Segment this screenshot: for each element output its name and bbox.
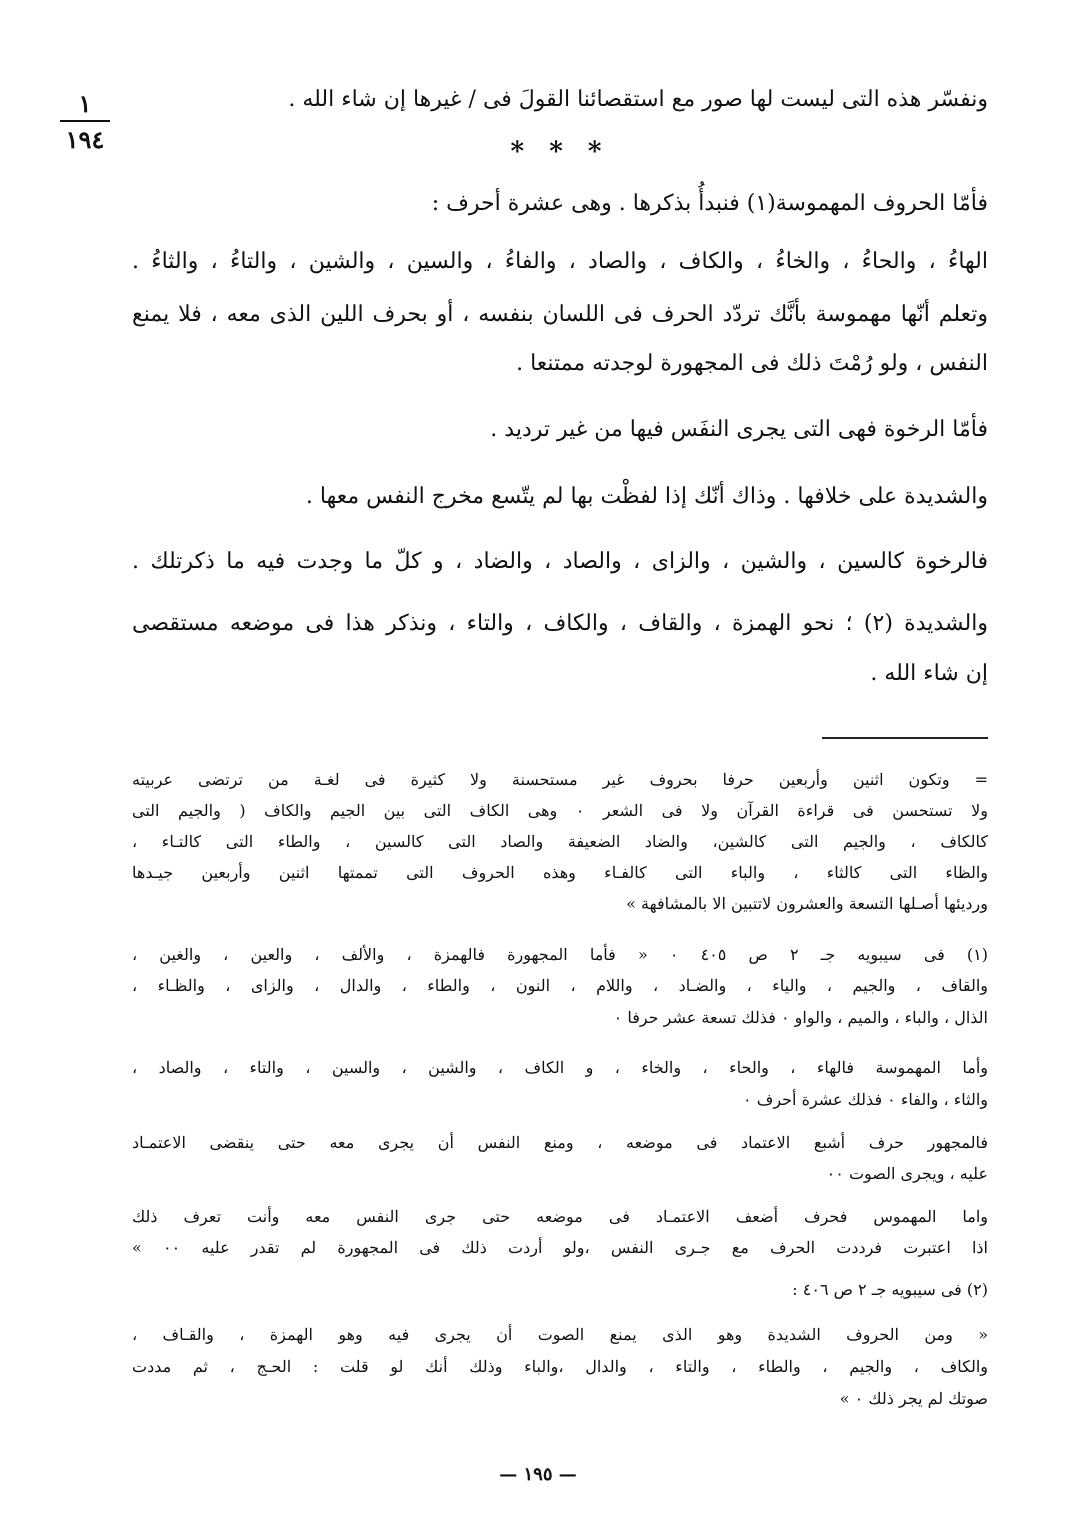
text-line: الهاءُ ، والحاءُ ، والخاءُ ، والكاف ، والصاد ، والفاءُ ، والسين ، والشين ، والتاءُ ، والثاءُ . [132, 249, 988, 274]
footnote-line: والقاف ، والجيم ، والياء ، والضـاد ، واللام ، النون ، والطاء ، والدال ، والزاى ، والظـاء ، [132, 976, 988, 995]
text-line: والشديدة على خلافها . وذاك أنّك إذا لفظْت بها لم يتّسع مخرج النفس معها . [305, 484, 988, 509]
footnote-line: فالمجهور حرف أشبع الاعتماد فى موضعه ، ومنع النفس أن يجرى معه حتى ينقضى الاعتمـاد [132, 1133, 988, 1152]
text-line: فأمّا الرخوة فهى التى يجرى النفَس فيها من غير ترديد . [490, 417, 988, 442]
footnote-line: (٢) فى سيبويه جـ ٢ ص ٤٠٦ : [792, 1280, 988, 1299]
footnote-line: عليه ، ويجرى الصوت ٠٠ [826, 1164, 988, 1183]
footnote-line: والكاف ، والجيم ، والطاء ، والتاء ، والدال ،والباء وذلك أنك لو قلت : الحـج ، ثم مددت [132, 1357, 989, 1376]
footnote-line: ورديئها أصـلها التسعة والعشرون لاتتبين الا بالمشافهة » [626, 894, 988, 913]
text-line: ونفسّر هذه التى ليست لها صور مع استقصائنا القولَ فى / غيرها إن شاء الله . [288, 87, 988, 112]
text-line: إن شاء الله . [870, 661, 988, 686]
margin-page-reference [60, 89, 110, 154]
footnote-line: ولا تستحسن فى قراءة القرآن ولا فى الشعر ٠ وهى الكاف التى بين الجيم والكاف ( والجيم التى [132, 801, 988, 820]
footnote-line: كالكاف ، والجيم التى كالشين، والضاد الضعيفة والصاد التى كالسين ، والطاء التى كالتـاء ، [132, 832, 988, 851]
text-line: النفس ، ولو رُمْتَ ذلك فى المجهورة لوجدته ممتنعا . [516, 351, 988, 376]
footnotes [132, 0, 988, 1440]
footnote-line: (١) فى سيبويه جـ ٢ ص ٤٠٥ ٠ « فأما المجهورة فالهمزة ، والألف ، والعين ، والغين ، [132, 945, 989, 964]
footnote-line: والظاء التى كالثاء ، والباء التى كالفـاء وهذه الحروف التى تممتها اثنين وأربعين جيـدها [132, 863, 988, 882]
margin-page-number: ١٩٤ [65, 125, 105, 154]
footnote-line: واما المهموس فحرف أضعف الاعتمـاد فى موضعه حتى جرى النفس معه وأنت تعرف ذلك [132, 1207, 988, 1226]
text-line: والشديدة (٢) ؛ نحو الهمزة ، والقاف ، والكاف ، والتاء ، ونذكر هذا فى موضعه مستقصى [132, 611, 988, 636]
footnote-line: اذا اعتبرت فرددت الحرف مع جـرى النفس ،ولو أردت ذلك فى المجهورة لم تقدر عليه ٠٠ » [132, 1238, 988, 1257]
text-line: فأمّا الحروف المهموسة(١) فنبدأُ بذكرها . وهى عشرة أحرف : [431, 191, 988, 216]
section-divider-stars: * * * [510, 137, 610, 167]
footnote-line: الذال ، والباء ، والميم ، والواو ٠ فذلك تسعة عشر حرفا ٠ [613, 1008, 988, 1027]
text-line: فالرخوة كالسين ، والشين ، والزاى ، والصاد ، والضاد ، و كلّ ما وجدت فيه ما ذكرتلك . [132, 549, 988, 574]
footnote-line: « ومن الحروف الشديدة وهو الذى يمنع الصوت أن يجرى فيه وهو الهمزة ، والقـاف ، [132, 1325, 988, 1344]
footnote-line: صوتك لم يجر ذلك ٠ » [839, 1389, 988, 1408]
text-line: وتعلم أنّها مهموسة بأنَّك تردّد الحرف فى اللسان بنفسه ، أو بحرف اللين الذى معه ، فلا يمنع [132, 302, 988, 327]
margin-leaf-number: ١ [60, 92, 110, 122]
page-number: — ١٩٥ — [499, 1464, 577, 1485]
footnote-line: = وتكون اثنين وأربعين حرفا بحروف غير مستحسنة ولا كثيرة فى لغـة من ترتضى عربيته [132, 770, 988, 789]
footnote-line: والثاء ، والفاء ٠ فذلك عشرة أحرف ٠ [743, 1090, 988, 1109]
footnote-line: وأما المهموسة فالهاء ، والحاء ، والخاء ، و الكاف ، والشين ، والسين ، والتاء ، والصاد ، [132, 1058, 988, 1077]
